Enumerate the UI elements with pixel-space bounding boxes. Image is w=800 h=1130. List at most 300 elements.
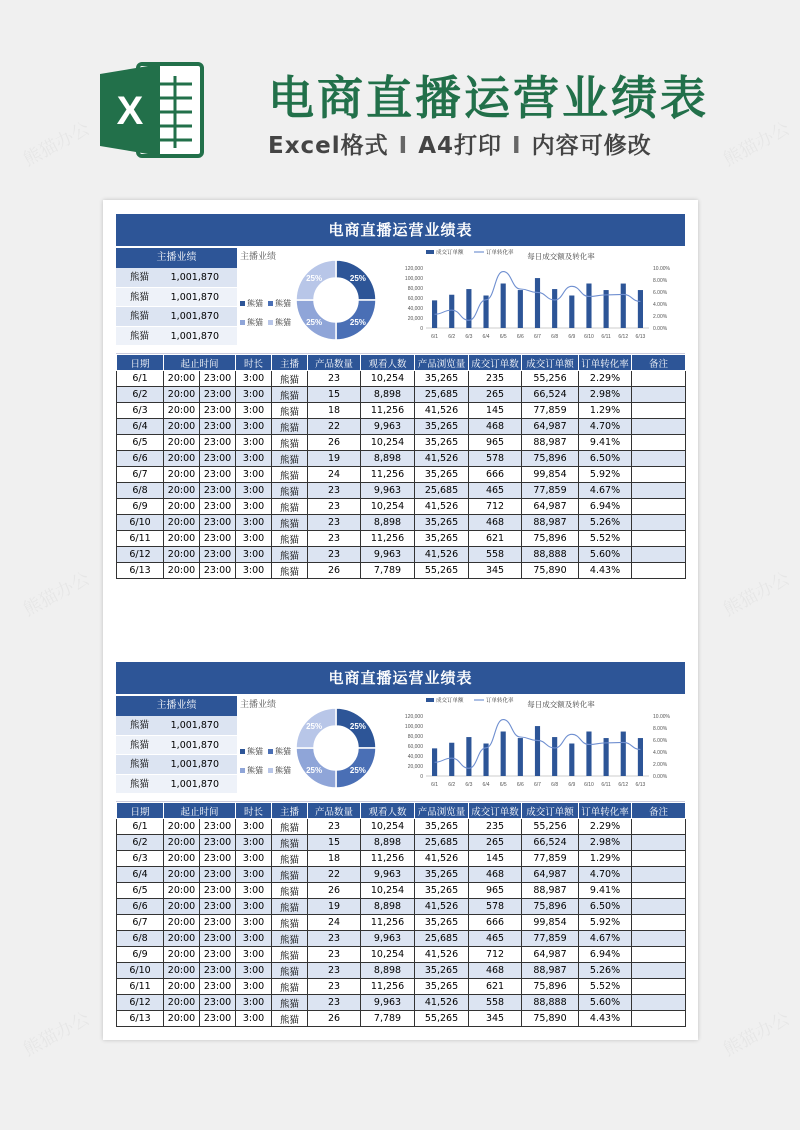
table-cell: 20:00 <box>164 835 200 851</box>
x-tick-label: 6/12 <box>618 782 629 788</box>
legend-swatch <box>240 301 245 306</box>
table-cell: 23 <box>308 995 361 1011</box>
table-cell <box>632 435 686 451</box>
table-cell: 3:00 <box>236 387 272 403</box>
table-cell: 10,254 <box>361 435 415 451</box>
table-cell: 6/6 <box>117 899 164 915</box>
table-cell: 6/5 <box>117 883 164 899</box>
table-cell <box>632 883 686 899</box>
y-tick-label: 0 <box>420 774 423 780</box>
y2-tick-label: 8.00% <box>653 278 668 284</box>
table-cell: 23:00 <box>200 483 236 499</box>
table-cell <box>632 899 686 915</box>
table-cell: 23:00 <box>200 979 236 995</box>
table-cell: 熊猫 <box>272 419 308 435</box>
table-cell: 18 <box>308 403 361 419</box>
table-cell: 20:00 <box>164 403 200 419</box>
table-cell: 熊猫 <box>272 451 308 467</box>
table-cell: 23 <box>308 531 361 547</box>
table-cell: 20:00 <box>164 867 200 883</box>
table-cell: 3:00 <box>236 819 272 835</box>
table-cell <box>632 419 686 435</box>
table-cell: 3:00 <box>236 931 272 947</box>
table-row <box>117 483 686 499</box>
legend-swatch <box>268 301 273 306</box>
table-cell: 熊猫 <box>272 435 308 451</box>
y-tick-label: 120,000 <box>404 266 423 272</box>
table-cell <box>632 915 686 931</box>
table-cell: 20:00 <box>164 883 200 899</box>
table-cell: 22 <box>308 867 361 883</box>
table-cell: 6/11 <box>117 979 164 995</box>
legend-label: 订单转化率 <box>486 250 514 256</box>
table-cell: 3:00 <box>236 371 272 387</box>
y2-tick-label: 4.00% <box>653 750 668 756</box>
table-cell: 熊猫 <box>272 979 308 995</box>
table-cell: 23:00 <box>200 531 236 547</box>
bar-sales <box>535 726 540 776</box>
x-tick-label: 6/13 <box>635 782 646 788</box>
donut-slice-label: 25% <box>306 765 323 775</box>
anchor-name: 熊猫 <box>130 272 150 283</box>
table-cell: 熊猫 <box>272 515 308 531</box>
donut-chart <box>294 706 378 790</box>
x-tick-label: 6/6 <box>516 782 524 788</box>
anchor-name: 熊猫 <box>130 720 150 731</box>
x-tick-label: 6/8 <box>551 782 559 788</box>
table-cell: 8,898 <box>361 515 415 531</box>
table-cell: 35,265 <box>415 883 469 899</box>
excel-logo-icon <box>100 60 205 160</box>
performance-row <box>116 268 237 288</box>
bar-sales <box>638 738 643 776</box>
table-cell: 5.92% <box>579 467 632 483</box>
y2-tick-label: 10.00% <box>653 714 670 720</box>
table-cell: 23:00 <box>200 995 236 1011</box>
table-cell: 10,254 <box>361 883 415 899</box>
table-cell: 20:00 <box>164 931 200 947</box>
logo-letter: X <box>116 89 144 133</box>
table-cell: 465 <box>469 483 522 499</box>
table-cell: 23:00 <box>200 435 236 451</box>
table-cell: 11,256 <box>361 403 415 419</box>
x-tick-label: 6/5 <box>499 782 507 788</box>
table-cell: 3:00 <box>236 1011 272 1027</box>
table-cell: 77,859 <box>522 931 579 947</box>
table-cell: 6.50% <box>579 899 632 915</box>
table-cell: 88,987 <box>522 435 579 451</box>
legend-label: 熊猫 <box>275 299 291 308</box>
table-row <box>117 819 686 835</box>
column-header: 产品浏览量 <box>415 803 469 819</box>
table-cell: 23:00 <box>200 547 236 563</box>
table-cell: 578 <box>469 451 522 467</box>
table-cell: 6/12 <box>117 995 164 1011</box>
table-cell: 熊猫 <box>272 915 308 931</box>
y2-tick-label: 6.00% <box>653 738 668 744</box>
table-cell: 5.26% <box>579 515 632 531</box>
table-cell <box>632 451 686 467</box>
table-cell: 265 <box>469 387 522 403</box>
column-header: 产品浏览量 <box>415 355 469 371</box>
table-cell: 3:00 <box>236 483 272 499</box>
watermark <box>718 1005 794 1062</box>
y-tick-label: 40,000 <box>407 754 423 760</box>
table-cell: 578 <box>469 899 522 915</box>
table-cell: 20:00 <box>164 531 200 547</box>
legend-swatch <box>240 768 245 773</box>
table-cell: 23:00 <box>200 915 236 931</box>
anchor-name: 熊猫 <box>130 778 150 790</box>
table-row <box>117 435 686 451</box>
x-tick-label: 6/9 <box>568 782 576 788</box>
table-cell: 23 <box>308 515 361 531</box>
table-cell: 6.94% <box>579 947 632 963</box>
table-cell <box>632 515 686 531</box>
table-cell: 8,898 <box>361 899 415 915</box>
performance-header: 主播业绩 <box>116 248 237 268</box>
anchor-name: 熊猫 <box>130 330 150 342</box>
table-cell: 965 <box>469 883 522 899</box>
table-cell: 4.70% <box>579 867 632 883</box>
x-tick-label: 6/2 <box>448 782 456 788</box>
table-cell: 熊猫 <box>272 531 308 547</box>
table-cell: 熊猫 <box>272 387 308 403</box>
table-cell: 熊猫 <box>272 483 308 499</box>
table-cell: 25,685 <box>415 835 469 851</box>
legend-label: 熊猫 <box>275 318 291 327</box>
table-cell: 熊猫 <box>272 899 308 915</box>
subtitle-print: A4打印 <box>418 133 503 159</box>
table-row <box>117 931 686 947</box>
table-cell: 熊猫 <box>272 835 308 851</box>
table-cell <box>632 963 686 979</box>
legend-swatch <box>240 320 245 325</box>
bar-sales <box>466 289 471 328</box>
combo-chart <box>386 694 685 800</box>
bar-sales <box>621 284 626 328</box>
table-cell: 6.50% <box>579 451 632 467</box>
watermark <box>18 565 94 622</box>
table-row <box>117 371 686 387</box>
bar-sales <box>569 296 574 328</box>
table-row <box>117 451 686 467</box>
anchor-name: 熊猫 <box>130 759 150 770</box>
table-row <box>117 531 686 547</box>
table-cell: 9,963 <box>361 483 415 499</box>
table-cell: 712 <box>469 499 522 515</box>
column-header: 起止时间 <box>164 803 236 819</box>
anchor-sales: 1,001,870 <box>170 272 219 283</box>
column-header: 产品数量 <box>308 803 361 819</box>
table-cell: 熊猫 <box>272 851 308 867</box>
table-cell: 23:00 <box>200 467 236 483</box>
x-tick-label: 6/7 <box>534 334 541 340</box>
bar-sales <box>586 284 591 328</box>
table-cell: 20:00 <box>164 419 200 435</box>
y2-tick-label: 10.00% <box>653 266 670 272</box>
performance-table <box>116 696 237 794</box>
legend-label: 订单转化率 <box>486 698 514 704</box>
table-cell: 23:00 <box>200 851 236 867</box>
table-cell: 75,896 <box>522 451 579 467</box>
table-cell: 35,265 <box>415 531 469 547</box>
column-header: 备注 <box>632 355 686 371</box>
bar-sales <box>535 278 540 328</box>
table-cell: 20:00 <box>164 451 200 467</box>
table-cell: 10,254 <box>361 819 415 835</box>
daily-data-table <box>116 354 686 579</box>
column-header: 成交订单额 <box>522 355 579 371</box>
table-cell: 468 <box>469 515 522 531</box>
x-tick-label: 6/13 <box>635 334 646 340</box>
y2-tick-label: 6.00% <box>653 290 668 296</box>
table-cell: 熊猫 <box>272 499 308 515</box>
table-cell <box>632 947 686 963</box>
table-cell: 468 <box>469 867 522 883</box>
table-cell: 20:00 <box>164 819 200 835</box>
y2-tick-label: 8.00% <box>653 726 668 732</box>
bar-sales <box>501 732 506 776</box>
x-tick-label: 6/9 <box>568 334 576 340</box>
table-cell: 88,987 <box>522 963 579 979</box>
table-cell: 25,685 <box>415 387 469 403</box>
anchor-sales: 1,001,870 <box>170 778 219 790</box>
table-cell: 2.98% <box>579 387 632 403</box>
table-cell: 5.52% <box>579 979 632 995</box>
table-cell: 6/10 <box>117 963 164 979</box>
table-cell: 99,854 <box>522 467 579 483</box>
table-cell: 23 <box>308 963 361 979</box>
table-cell: 2.29% <box>579 819 632 835</box>
table-cell: 20:00 <box>164 963 200 979</box>
table-cell: 4.43% <box>579 563 632 579</box>
table-cell: 6/5 <box>117 435 164 451</box>
table-cell: 23:00 <box>200 867 236 883</box>
y-tick-label: 100,000 <box>404 724 423 730</box>
x-tick-label: 6/3 <box>465 782 473 788</box>
x-tick-label: 6/10 <box>584 782 594 788</box>
column-header: 日期 <box>117 803 164 819</box>
table-row <box>117 403 686 419</box>
table-cell: 20:00 <box>164 563 200 579</box>
legend-label: 成交订单额 <box>436 250 464 256</box>
table-cell: 6/9 <box>117 947 164 963</box>
performance-header: 主播业绩 <box>116 696 237 716</box>
table-cell: 23:00 <box>200 835 236 851</box>
bar-sales <box>604 290 609 328</box>
table-cell: 6/2 <box>117 835 164 851</box>
donut-legend-row <box>240 746 291 757</box>
anchor-name: 熊猫 <box>130 311 150 322</box>
table-cell <box>632 467 686 483</box>
table-cell: 20:00 <box>164 995 200 1011</box>
donut-slice-label: 25% <box>306 722 323 732</box>
table-cell: 99,854 <box>522 915 579 931</box>
table-cell: 23 <box>308 979 361 995</box>
column-header: 主播 <box>272 355 308 371</box>
table-cell: 3:00 <box>236 563 272 579</box>
table-cell: 88,888 <box>522 547 579 563</box>
table-cell: 23 <box>308 819 361 835</box>
table-cell: 75,890 <box>522 563 579 579</box>
table-cell: 468 <box>469 419 522 435</box>
table-cell: 25,685 <box>415 483 469 499</box>
bar-sales <box>604 738 609 776</box>
legend-label: 熊猫 <box>275 766 291 775</box>
table-cell: 6/9 <box>117 499 164 515</box>
table-cell: 11,256 <box>361 979 415 995</box>
table-cell: 75,896 <box>522 979 579 995</box>
x-tick-label: 6/3 <box>465 334 473 340</box>
table-row <box>117 835 686 851</box>
table-cell <box>632 371 686 387</box>
table-cell <box>632 531 686 547</box>
table-cell: 熊猫 <box>272 403 308 419</box>
table-cell: 23 <box>308 483 361 499</box>
x-tick-label: 6/2 <box>448 334 456 340</box>
table-cell <box>632 483 686 499</box>
y-tick-label: 60,000 <box>407 744 423 750</box>
table-cell: 熊猫 <box>272 947 308 963</box>
table-cell: 3:00 <box>236 867 272 883</box>
hero-title: 电商直播运营业绩表 <box>268 71 709 125</box>
bar-sales <box>449 295 454 328</box>
y-tick-label: 20,000 <box>407 764 423 770</box>
table-cell: 4.67% <box>579 483 632 499</box>
legend-swatch <box>426 250 434 254</box>
table-cell: 20:00 <box>164 899 200 915</box>
y2-tick-label: 0.00% <box>653 774 668 780</box>
table-cell: 20:00 <box>164 483 200 499</box>
daily-data-table <box>116 802 686 1027</box>
table-cell: 熊猫 <box>272 371 308 387</box>
table-cell <box>632 387 686 403</box>
table-cell: 77,859 <box>522 851 579 867</box>
table-cell: 23:00 <box>200 563 236 579</box>
x-tick-label: 6/7 <box>534 782 541 788</box>
table-cell: 1.29% <box>579 403 632 419</box>
table-cell: 20:00 <box>164 915 200 931</box>
table-cell: 1.29% <box>579 851 632 867</box>
legend-swatch <box>268 768 273 773</box>
table-cell <box>632 547 686 563</box>
legend-swatch <box>268 320 273 325</box>
table-cell: 55,265 <box>415 1011 469 1027</box>
table-cell: 235 <box>469 371 522 387</box>
x-tick-label: 6/1 <box>431 334 439 340</box>
table-cell: 41,526 <box>415 851 469 867</box>
table-cell: 55,256 <box>522 819 579 835</box>
table-cell: 23:00 <box>200 899 236 915</box>
table-cell: 145 <box>469 851 522 867</box>
table-cell <box>632 995 686 1011</box>
table-cell: 23:00 <box>200 947 236 963</box>
table-cell: 6/4 <box>117 419 164 435</box>
table-row <box>117 851 686 867</box>
x-tick-label: 6/11 <box>601 782 611 788</box>
table-cell: 10,254 <box>361 947 415 963</box>
anchor-sales: 1,001,870 <box>170 759 219 770</box>
anchor-sales: 1,001,870 <box>170 720 219 731</box>
paper-page <box>103 200 698 1040</box>
table-cell: 19 <box>308 899 361 915</box>
table-cell: 8,898 <box>361 387 415 403</box>
table-cell: 145 <box>469 403 522 419</box>
table-cell: 3:00 <box>236 995 272 1011</box>
table-cell: 11,256 <box>361 467 415 483</box>
table-cell: 55,265 <box>415 563 469 579</box>
bar-sales <box>586 732 591 776</box>
hero-banner <box>0 0 800 195</box>
table-cell: 3:00 <box>236 883 272 899</box>
table-cell: 6/4 <box>117 867 164 883</box>
table-cell: 35,265 <box>415 819 469 835</box>
chart-title: 每日成交额及转化率 <box>527 252 595 261</box>
column-header: 时长 <box>236 803 272 819</box>
table-cell: 558 <box>469 995 522 1011</box>
table-cell: 3:00 <box>236 531 272 547</box>
table-row <box>117 419 686 435</box>
y2-tick-label: 4.00% <box>653 302 668 308</box>
table-cell: 23:00 <box>200 419 236 435</box>
table-cell: 22 <box>308 419 361 435</box>
table-cell: 3:00 <box>236 435 272 451</box>
table-cell: 75,896 <box>522 899 579 915</box>
donut-legend-row <box>240 317 291 328</box>
bar-sales <box>518 738 523 776</box>
table-row <box>117 883 686 899</box>
table-row <box>117 947 686 963</box>
subtitle-separator: I <box>398 133 409 159</box>
table-cell: 3:00 <box>236 963 272 979</box>
donut-legend-row <box>240 298 291 309</box>
legend-label: 熊猫 <box>247 747 263 756</box>
table-cell: 20:00 <box>164 515 200 531</box>
y-tick-label: 100,000 <box>404 276 423 282</box>
table-cell: 24 <box>308 467 361 483</box>
table-cell: 712 <box>469 947 522 963</box>
table-cell: 41,526 <box>415 451 469 467</box>
table-cell: 3:00 <box>236 467 272 483</box>
table-cell: 6/8 <box>117 483 164 499</box>
donut-slice-label: 25% <box>306 274 323 284</box>
table-cell: 20:00 <box>164 1011 200 1027</box>
table-row <box>117 915 686 931</box>
donut-chart-title: 主播业绩 <box>240 252 277 262</box>
table-cell: 23:00 <box>200 515 236 531</box>
performance-row <box>116 288 237 308</box>
donut-chart <box>294 258 378 342</box>
table-row <box>117 963 686 979</box>
table-row <box>117 899 686 915</box>
table-cell: 6/13 <box>117 1011 164 1027</box>
table-cell: 24 <box>308 915 361 931</box>
watermark <box>18 1005 94 1062</box>
hero-subtitle <box>268 127 652 160</box>
table-cell: 熊猫 <box>272 563 308 579</box>
table-row <box>117 867 686 883</box>
donut-slice-label: 25% <box>349 722 366 732</box>
bar-sales <box>552 737 557 776</box>
table-row <box>117 387 686 403</box>
anchor-sales: 1,001,870 <box>170 739 219 751</box>
table-cell: 26 <box>308 563 361 579</box>
table-cell: 20:00 <box>164 387 200 403</box>
table-cell: 23:00 <box>200 931 236 947</box>
table-cell: 666 <box>469 467 522 483</box>
table-row <box>117 1011 686 1027</box>
